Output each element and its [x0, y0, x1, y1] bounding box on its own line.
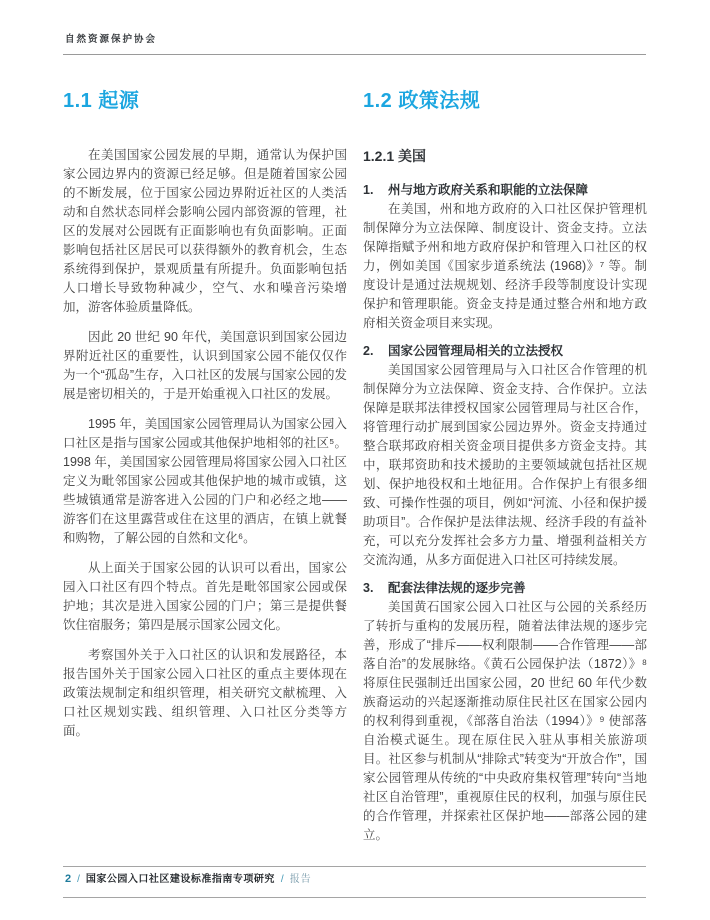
item-body: 在美国，州和地方政府的入口社区保护管理机制保障分为立法保障、制度设计、资金支持。立法保障指赋予州和地方政府保护和管理入口社区的权力，例如美国《国家步道系统法 (1968)》⁷ 等。制度设计是通过法规规划、经济手段等制度设计实现保护和管理职能。资金支持是通过整合州和地方政府相关资金项目来实现。 [363, 202, 647, 330]
footer-report-title: 国家公园入口社区建设标准指南专项研究 [85, 874, 275, 885]
section-heading-origin: 1.1 起源 [63, 90, 140, 112]
paragraph: 在美国国家公园发展的早期，通常认为保护国家公园边界内的资源已经足够。但是随着国家公园的不断发展，位于国家公园边界附近社区的人类活动和自然状态同样会影响公园内部资源的管理，社区的发展对公园既有正面影响也有负面影响。正面影响包括社区居民可以获得额外的教育机会，生态系统得到保护，景观质量有所提升。负面影响包括人口增长导致物种减少，空气、水和噪音污染增加，游客体验质量降低。 [63, 148, 347, 314]
header-org-name: 自然资源保护协会 [65, 34, 158, 45]
footer [65, 872, 312, 887]
footer-separator: / [280, 874, 284, 885]
footer-divider-top [63, 866, 646, 867]
paragraph: 从上面关于国家公园的认识可以看出，国家公园入口社区有四个特点。首先是毗邻国家公园或保护地；其次是进入国家公园的门户；第三是提供餐饮住宿服务；第四是展示国家公园文化。 [63, 561, 347, 632]
footer-divider-bottom [63, 897, 646, 898]
left-column [63, 88, 347, 752]
paragraph: 考察国外关于入口社区的认识和发展路径，本报告国外关于国家公园入口社区的重点主要体现在政策法规制定和组织管理，相关研究文献梳理、入口社区规划实践、组织管理、入口社区分类等方面。 [63, 648, 347, 738]
policy-item-2 [363, 342, 647, 570]
subsection-heading-usa: 1.2.1 美国 [363, 148, 427, 164]
item-body: 美国国家公园管理局与入口社区合作管理的机制保障分为立法保障、资金支持、合作保护。立法保障是联邦法律授权国家公园管理局与社区合作，将管理行动扩展到国家公园边界外。资金支持通过整合联邦政府相关资金项目提供多方资金支持。其中，联邦资助和技术援助的主要领域就包括社区规划、保护地役权和土地征用。合作保护上有很多细致、可操作性强的项目，例如“河流、小径和保护援助项目”。合作保护是法律法规、经济手段的有益补充，可以充分发挥社会多方力量、增强利益相关方交流沟通，从多方面促进入口社区可持续发展。 [363, 363, 647, 567]
page-number: 2 [65, 873, 72, 885]
item-number: 2. [363, 344, 374, 358]
section-heading-policy: 1.2 政策法规 [363, 90, 481, 112]
paragraph: 1995 年，美国国家公园管理局认为国家公园入口社区是指与国家公园或其他保护地相邻的社区⁵。1998 年，美国国家公园管理局将国家公园入口社区定义为毗邻国家公园或其他保护地的城市或镇，这些城镇通常是游客进入公园的门户和必经之地——游客们在这里露营或住在这里的酒店，在镇上就餐和购物，了解公园的自然和文化⁶。 [63, 417, 347, 545]
item-number: 3. [363, 581, 374, 595]
item-title-text: 州与地方政府关系和职能的立法保障 [388, 183, 589, 197]
right-column [363, 88, 647, 845]
item-title-text: 配套法律法规的逐步完善 [388, 581, 526, 595]
policy-item-3 [363, 579, 647, 845]
item-title-text: 国家公园管理局相关的立法授权 [388, 344, 564, 358]
paragraph: 因此 20 世纪 90 年代，美国意识到国家公园边界附近社区的重要性，认识到国家公园不能仅仅作为一个“孤岛”生存，入口社区的发展与国家公园的发展是密切相关的，于是开始重视入口社区的发展。 [63, 330, 347, 401]
policy-item-title [363, 579, 647, 598]
item-body: 美国黄石国家公园入口社区与公园的关系经历了转折与重构的发展历程，随着法律法规的逐步完善，形成了“排斥——权利限制——合作管理——部落自治”的发展脉络。《黄石公园保护法（1872）》⁸ 将原住民强制迁出国家公园，20 世纪 60 年代少数族裔运动的兴起逐渐推动原住民社区在国家公园内的权利得到重视，《部落自治法（1994）》⁹ 使部落自治模式诞生。现在原住民入驻从事相关旅游项目。社区参与机制从“排除式”转变为“开放合作”，国家公园管理从传统的“中央政府集权管理”转向“当地社区自治管理”，重视原住民的权利，加强与原住民的合作管理，并探索社区保护地——部落公园的建立。 [363, 600, 647, 842]
header-divider [63, 54, 646, 55]
policy-item-title [363, 181, 647, 200]
policy-item-1 [363, 181, 647, 333]
footer-doc-type: 报告 [289, 874, 312, 885]
item-number: 1. [363, 183, 374, 197]
policy-item-title [363, 342, 647, 361]
origin-paragraphs [63, 146, 347, 741]
footer-separator: / [77, 874, 80, 885]
